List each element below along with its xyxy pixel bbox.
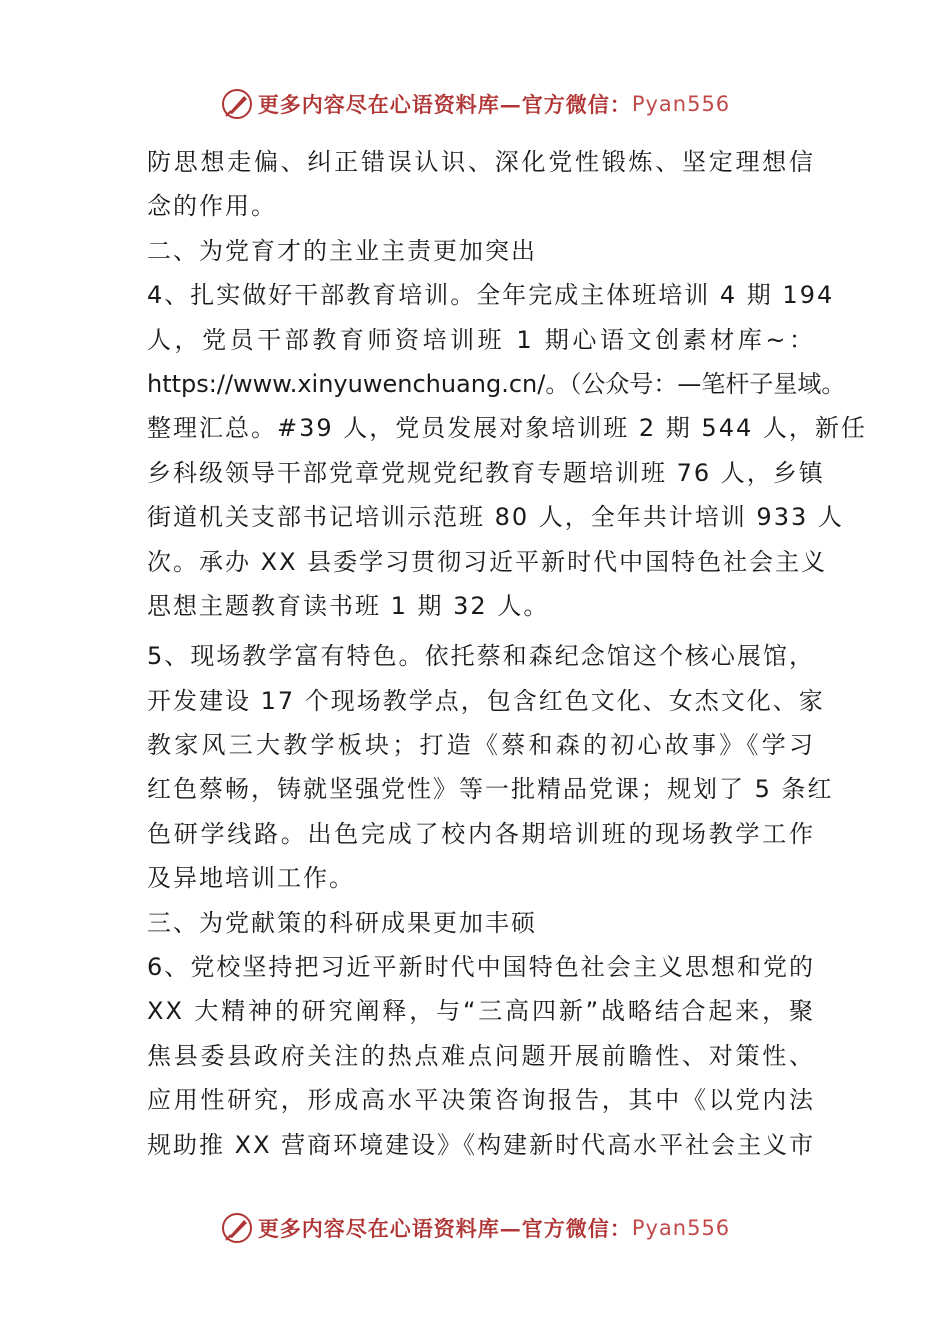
section-heading: 三、为党献策的科研成果更加丰硕 bbox=[147, 908, 537, 937]
body-line: 色研学线路。出色完成了校内各期培训班的现场教学工作 bbox=[147, 819, 815, 848]
footer-banner-contact: Pyan556 bbox=[631, 1216, 731, 1240]
body-line: 焦县委县政府关注的热点难点问题开展前瞻性、对策性、 bbox=[147, 1041, 815, 1070]
header-banner-text: 更多内容尽在心语资料库—官方微信： bbox=[257, 92, 632, 117]
footer-banner-text: 更多内容尽在心语资料库—官方微信： bbox=[257, 1216, 632, 1241]
body-line: 念的作用。 bbox=[147, 192, 277, 221]
body-line: 整理汇总。#39 人，党员发展对象培训班 2 期 544 人，新任 bbox=[147, 414, 867, 443]
body-line: XX 大精神的研究阐释，与“三高四新”战略结合起来，聚 bbox=[147, 997, 815, 1026]
body-line: 6、党校坚持把习近平新时代中国特色社会主义思想和党的 bbox=[147, 953, 815, 982]
body-line: 街道机关支部书记培训示范班 80 人，全年共计培训 933 人 bbox=[147, 503, 844, 532]
section-heading: 二、为党育才的主业主责更加突出 bbox=[147, 236, 537, 265]
body-line: 5、现场教学富有特色。依托蔡和森纪念馆这个核心展馆， bbox=[147, 642, 815, 671]
body-line: 及异地培训工作。 bbox=[147, 864, 355, 893]
footer-watermark-banner bbox=[0, 1206, 950, 1250]
body-line: 思想主题教育读书班 1 期 32 人。 bbox=[147, 591, 550, 620]
body-line: 防思想走偏、纠正错误认识、深化党性锻炼、坚定理想信 bbox=[147, 148, 815, 176]
body-line: 应用性研究，形成高水平决策咨询报告，其中《以党内法 bbox=[147, 1086, 815, 1115]
body-line: 规助推 XX 营商环境建设》《构建新时代高水平社会主义市 bbox=[147, 1130, 816, 1159]
body-line-link: https://www.xinyuwenchuang.cn/。（公众号：—笔杆子星域。 bbox=[147, 369, 846, 398]
body-line: 乡科级领导干部党章党规党纪教育专题培训班 76 人，乡镇 bbox=[147, 458, 825, 487]
body-line: 红色蔡畅，铸就坚强党性》等一批精品党课；规划了 5 条红 bbox=[147, 775, 834, 804]
body-line: 4、扎实做好干部教育培训。全年完成主体班培训 4 期 194 bbox=[147, 281, 835, 310]
body-line: 次。承办 XX 县委学习贯彻习近平新时代中国特色社会主义 bbox=[147, 547, 828, 576]
header-watermark-banner bbox=[0, 82, 950, 126]
header-banner-contact: Pyan556 bbox=[631, 92, 731, 116]
document-body bbox=[147, 140, 867, 1167]
body-line: 教家风三大教学板块；打造《蔡和森的初心故事》《学习 bbox=[147, 731, 815, 760]
body-line: 开发建设 17 个现场教学点，包含红色文化、女杰文化、家 bbox=[147, 686, 825, 715]
quill-logo-icon bbox=[220, 87, 254, 121]
quill-logo-icon bbox=[220, 1211, 254, 1245]
body-line: 人，党员干部教育师资培训班 1 期心语文创素材库~： bbox=[147, 325, 815, 354]
